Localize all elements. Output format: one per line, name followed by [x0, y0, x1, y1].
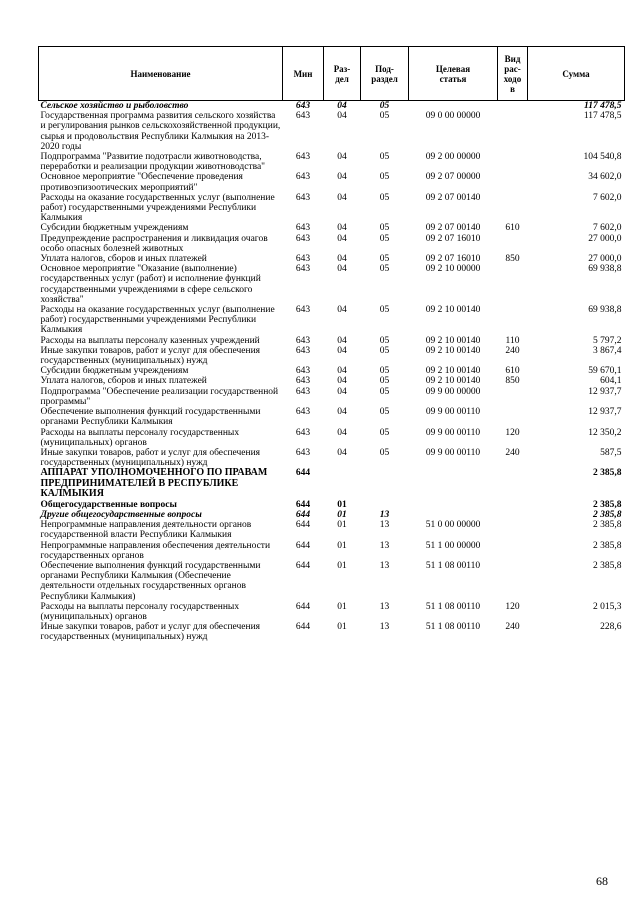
cell-name: Уплата налогов, сборов и иных платежей — [40, 254, 207, 265]
cell-podrazdel: 05 — [379, 335, 390, 346]
cell-razdel: 04 — [337, 172, 347, 183]
cell-summa: 69 938,8 — [588, 264, 622, 275]
cell-name: Иные закупки товаров, работ и услуг для обеспечения государственных (муниципальных) нужд — [40, 622, 261, 643]
cell-name: Подпрограмма "Обеспечение реализации государственной программы" — [40, 386, 279, 407]
cell-vid: 110 — [505, 335, 520, 346]
cell-vid: 240 — [505, 622, 520, 633]
cell-min: 643 — [295, 264, 311, 275]
cell-summa: 117 478,5 — [583, 111, 622, 122]
cell-celevaya: 09 2 00 00000 — [425, 152, 481, 163]
cell-razdel: 01 — [337, 622, 347, 633]
table-row — [39, 254, 625, 264]
table-row — [39, 407, 625, 427]
table-row — [39, 520, 625, 540]
cell-celevaya — [409, 101, 498, 112]
cell-vid: 240 — [505, 447, 520, 458]
table-body — [39, 101, 625, 643]
table-row — [39, 336, 625, 346]
table-row — [39, 387, 625, 407]
cell-summa: 7 602,0 — [593, 192, 622, 203]
cell-min: 643 — [295, 223, 311, 234]
header-razdel: Раз- дел — [324, 47, 361, 101]
table-header — [39, 47, 625, 101]
cell-celevaya: 09 9 00 00110 — [425, 447, 481, 458]
cell-summa: 12 350,2 — [588, 427, 622, 438]
cell-podrazdel — [361, 468, 409, 500]
table-row — [39, 428, 625, 448]
cell-celevaya: 51 1 08 00110 — [425, 601, 481, 612]
cell-name: Обеспечение выполнения функций государственными органами Республики Калмыкия (Обеспечение деятельности отдельных государственных органов Республики Калмыкия) — [40, 561, 261, 602]
table-row — [39, 172, 625, 192]
cell-razdel: 04 — [337, 233, 347, 244]
cell-podrazdel: 05 — [379, 192, 390, 203]
cell-name: Расходы на оказание государственных услуг (выполнение работ) государственными учреждениями Республики Калмыкия — [40, 305, 275, 336]
cell-celevaya — [409, 510, 498, 520]
cell-razdel: 04 — [337, 305, 347, 316]
table-row — [39, 510, 625, 520]
cell-razdel: 04 — [337, 427, 347, 438]
cell-razdel: 01 — [337, 499, 347, 510]
cell-name: Уплата налогов, сборов и иных платежей — [40, 376, 207, 387]
cell-vid — [498, 193, 528, 224]
cell-celevaya: 09 2 10 00140 — [425, 345, 481, 356]
cell-summa: 2 015,3 — [593, 601, 622, 612]
cell-podrazdel: 13 — [379, 520, 390, 531]
cell-podrazdel: 05 — [379, 223, 390, 234]
cell-celevaya: 09 9 00 00110 — [425, 407, 481, 418]
cell-celevaya: 51 0 00 00000 — [425, 520, 481, 531]
cell-razdel: 01 — [337, 540, 347, 551]
table-row — [39, 448, 625, 468]
cell-name: Общегосударственные вопросы — [40, 499, 177, 510]
cell-podrazdel: 05 — [379, 407, 390, 418]
cell-vid — [498, 234, 528, 254]
cell-vid — [498, 387, 528, 407]
cell-min: 643 — [295, 427, 311, 438]
cell-vid — [498, 101, 528, 112]
cell-podrazdel: 05 — [379, 345, 390, 356]
cell-summa: 12 937,7 — [588, 386, 622, 397]
cell-razdel: 04 — [337, 223, 347, 234]
table-row — [39, 376, 625, 386]
cell-summa: 604,1 — [600, 376, 622, 387]
cell-summa: 2 385,8 — [593, 540, 622, 551]
cell-min: 644 — [295, 468, 311, 479]
cell-summa: 2 385,8 — [593, 561, 622, 572]
cell-razdel: 04 — [337, 192, 347, 203]
table-row — [39, 193, 625, 224]
cell-min: 643 — [295, 376, 311, 387]
cell-summa: 2 385,8 — [593, 520, 622, 531]
cell-celevaya: 09 9 00 00000 — [425, 386, 481, 397]
cell-podrazdel: 13 — [379, 510, 390, 521]
cell-summa: 5 797,2 — [593, 335, 622, 346]
cell-vid — [498, 172, 528, 192]
cell-podrazdel: 05 — [379, 386, 390, 397]
cell-vid: 120 — [505, 601, 520, 612]
cell-vid — [498, 541, 528, 561]
cell-min: 643 — [295, 111, 311, 122]
table-row — [39, 561, 625, 602]
cell-summa: 12 937,7 — [588, 407, 622, 418]
cell-summa: 2 385,8 — [593, 499, 622, 510]
cell-podrazdel: 05 — [379, 111, 390, 122]
cell-razdel: 04 — [337, 345, 347, 356]
cell-min: 644 — [295, 510, 311, 521]
cell-podrazdel: 05 — [379, 254, 390, 265]
cell-celevaya: 51 1 08 00110 — [425, 561, 481, 572]
cell-vid: 850 — [505, 376, 520, 387]
cell-podrazdel: 05 — [379, 447, 390, 458]
cell-razdel: 04 — [337, 386, 347, 397]
cell-podrazdel: 05 — [361, 101, 409, 112]
cell-vid — [498, 468, 528, 500]
cell-min: 644 — [295, 622, 311, 633]
header-celevaya: Целевая статья — [409, 47, 498, 101]
cell-min: 644 — [295, 601, 311, 612]
cell-celevaya: 09 2 10 00140 — [425, 366, 481, 377]
cell-vid — [498, 561, 528, 602]
cell-razdel: 04 — [337, 335, 347, 346]
cell-name: Расходы на оказание государственных услуг (выполнение работ) государственными учреждениями Республики Калмыкия — [40, 192, 275, 224]
cell-name: Иные закупки товаров, работ и услуг для обеспечения государственных (муниципальных) нужд — [40, 345, 261, 367]
cell-podrazdel: 13 — [379, 601, 390, 612]
cell-razdel: 04 — [337, 264, 347, 275]
cell-celevaya: 09 2 10 00000 — [425, 264, 481, 275]
cell-celevaya — [409, 500, 498, 510]
cell-podrazdel: 05 — [379, 172, 390, 183]
table-row — [39, 305, 625, 336]
cell-name: Расходы на выплаты персоналу государственных (муниципальных) органов — [40, 427, 240, 448]
cell-celevaya: 09 9 00 00110 — [425, 427, 481, 438]
cell-min: 643 — [295, 152, 311, 163]
table-row — [39, 602, 625, 622]
table-row — [39, 223, 625, 233]
cell-vid: 120 — [505, 427, 520, 438]
cell-celevaya — [409, 468, 498, 500]
cell-name: Расходы на выплаты персоналу казенных учреждений — [40, 335, 260, 346]
cell-razdel: 04 — [337, 447, 347, 458]
cell-razdel: 04 — [337, 376, 347, 387]
table-row — [39, 234, 625, 254]
cell-summa: 3 867,4 — [593, 345, 622, 356]
cell-min: 643 — [295, 233, 311, 244]
cell-summa: 34 602,0 — [588, 172, 622, 183]
cell-podrazdel: 13 — [379, 540, 390, 551]
cell-name: Субсидии бюджетным учреждениям — [40, 223, 189, 234]
cell-min: 643 — [295, 386, 311, 397]
cell-min: 643 — [283, 101, 324, 112]
cell-podrazdel: 05 — [379, 366, 390, 377]
cell-summa: 228,6 — [600, 622, 622, 633]
cell-name: Другие общегосударственные вопросы — [40, 510, 202, 521]
cell-name: Сельское хозяйство и рыболовство — [39, 101, 283, 112]
cell-celevaya: 09 2 07 00000 — [425, 172, 481, 183]
cell-summa: 7 602,0 — [593, 223, 622, 234]
cell-vid — [498, 407, 528, 427]
cell-celevaya: 09 2 07 00140 — [425, 192, 481, 203]
cell-razdel: 01 — [337, 510, 347, 521]
header-min: Мин — [283, 47, 324, 101]
table-row — [39, 366, 625, 376]
cell-podrazdel: 05 — [379, 305, 390, 316]
cell-celevaya: 09 2 10 00140 — [425, 376, 481, 387]
cell-vid: 850 — [505, 254, 520, 265]
cell-summa: 2 385,8 — [593, 468, 622, 479]
cell-summa: 27 000,0 — [588, 233, 622, 244]
cell-name: Расходы на выплаты персоналу государственных (муниципальных) органов — [40, 601, 240, 623]
cell-vid: 610 — [505, 223, 520, 234]
cell-name: Подпрограмма "Развитие подотрасли животноводства, переработки и реализации продукции животноводства" — [40, 152, 266, 173]
cell-podrazdel: 13 — [379, 622, 390, 633]
cell-min: 644 — [295, 499, 311, 510]
cell-name: Предупреждение распространения и ликвидация очагов особо опасных болезней животных — [40, 233, 268, 254]
cell-summa: 117 478,5 — [528, 101, 625, 112]
table-row — [39, 622, 625, 642]
cell-vid: 610 — [505, 366, 520, 377]
cell-name: Обеспечение выполнения функций государственными органами Республики Калмыкия — [40, 407, 261, 428]
cell-podrazdel: 05 — [379, 152, 390, 163]
header-summa: Сумма — [528, 47, 625, 101]
cell-podrazdel — [361, 500, 409, 510]
cell-summa: 69 938,8 — [588, 305, 622, 316]
cell-name: Основное мероприятие "Оказание (выполнение) государственных услуг (работ) и исполнение функций государственными учреждениями в сфере сельского хозяйства" — [40, 264, 261, 305]
cell-summa: 104 540,8 — [583, 152, 622, 163]
cell-min: 643 — [295, 172, 311, 183]
cell-summa: 2 385,8 — [593, 510, 622, 521]
cell-vid: 240 — [505, 345, 520, 356]
cell-vid — [498, 500, 528, 510]
cell-vid — [498, 520, 528, 540]
cell-celevaya: 09 2 07 16010 — [425, 254, 481, 265]
cell-razdel — [324, 468, 361, 500]
cell-vid — [498, 152, 528, 172]
cell-razdel: 04 — [337, 407, 347, 418]
table-row — [39, 346, 625, 366]
cell-podrazdel: 05 — [379, 233, 390, 244]
cell-podrazdel: 13 — [379, 561, 390, 572]
cell-vid — [498, 305, 528, 336]
cell-summa: 27 000,0 — [588, 254, 622, 265]
cell-summa: 587,5 — [600, 447, 622, 458]
cell-min: 643 — [295, 254, 311, 265]
header-podrazdel: Под- раздел — [361, 47, 409, 101]
cell-razdel: 04 — [337, 111, 347, 122]
cell-podrazdel: 05 — [379, 264, 390, 275]
table-row — [39, 468, 625, 500]
cell-razdel: 01 — [337, 561, 347, 572]
cell-celevaya: 09 2 07 16010 — [425, 233, 481, 244]
table-row — [39, 264, 625, 305]
cell-min: 643 — [295, 407, 311, 418]
cell-min: 644 — [295, 520, 311, 531]
cell-vid — [498, 510, 528, 520]
cell-name: Субсидии бюджетным учреждениям — [40, 366, 189, 377]
cell-min: 643 — [295, 366, 311, 377]
table-row — [39, 152, 625, 172]
cell-razdel: 04 — [337, 152, 347, 163]
cell-celevaya: 09 2 10 00140 — [425, 305, 481, 316]
table-row — [39, 541, 625, 561]
header-name: Наименование — [39, 47, 283, 101]
table-row — [39, 111, 625, 152]
cell-celevaya: 09 2 07 00140 — [425, 223, 481, 234]
cell-razdel: 01 — [337, 520, 347, 531]
cell-vid — [498, 264, 528, 305]
cell-name: Государственная программа развития сельского хозяйства и регулирования рынков сельскохозяйственной продукции, сырья и продовольствия Республики Калмыкия на 2013-2020 годы — [40, 111, 281, 152]
cell-razdel: 04 — [337, 366, 347, 377]
cell-min: 644 — [295, 540, 311, 551]
budget-table — [38, 46, 625, 643]
cell-name: АППАРАТ УПОЛНОМОЧЕННОГО ПО ПРАВАМ ПРЕДПРИНИМАТЕЛЕЙ В РЕСПУБЛИКЕ КАЛМЫКИЯ — [40, 467, 268, 500]
budget-table-page — [38, 46, 624, 643]
table-row — [39, 101, 625, 112]
cell-min: 643 — [295, 335, 311, 346]
cell-podrazdel: 05 — [379, 376, 390, 387]
page-number: 68 — [596, 874, 608, 888]
cell-min: 644 — [295, 561, 311, 572]
cell-summa: 59 670,1 — [588, 366, 622, 377]
cell-min: 643 — [295, 192, 311, 203]
cell-celevaya: 51 1 08 00110 — [425, 622, 481, 633]
cell-razdel: 04 — [337, 254, 347, 265]
cell-name: Иные закупки товаров, работ и услуг для обеспечения государственных (муниципальных) нужд — [40, 447, 261, 469]
cell-min: 643 — [295, 447, 311, 458]
cell-celevaya: 09 0 00 00000 — [425, 111, 481, 122]
table-row — [39, 500, 625, 510]
cell-razdel: 01 — [337, 601, 347, 612]
cell-name: Непрограммные направления деятельности органов государственной власти Республики Калмыкия — [40, 520, 252, 541]
header-vid: Вид рас- ходо в — [498, 47, 528, 101]
cell-min: 643 — [295, 305, 311, 316]
cell-razdel: 04 — [324, 101, 361, 112]
cell-min: 643 — [295, 345, 311, 356]
cell-podrazdel: 05 — [379, 427, 390, 438]
cell-name: Непрограммные направления обеспечения деятельности государственных органов — [40, 540, 271, 561]
cell-celevaya: 51 1 00 00000 — [425, 540, 481, 551]
cell-name: Основное мероприятие "Обеспечение проведения противоэпизоотических мероприятий" — [40, 172, 243, 193]
cell-vid — [498, 111, 528, 152]
cell-celevaya: 09 2 10 00140 — [425, 335, 481, 346]
